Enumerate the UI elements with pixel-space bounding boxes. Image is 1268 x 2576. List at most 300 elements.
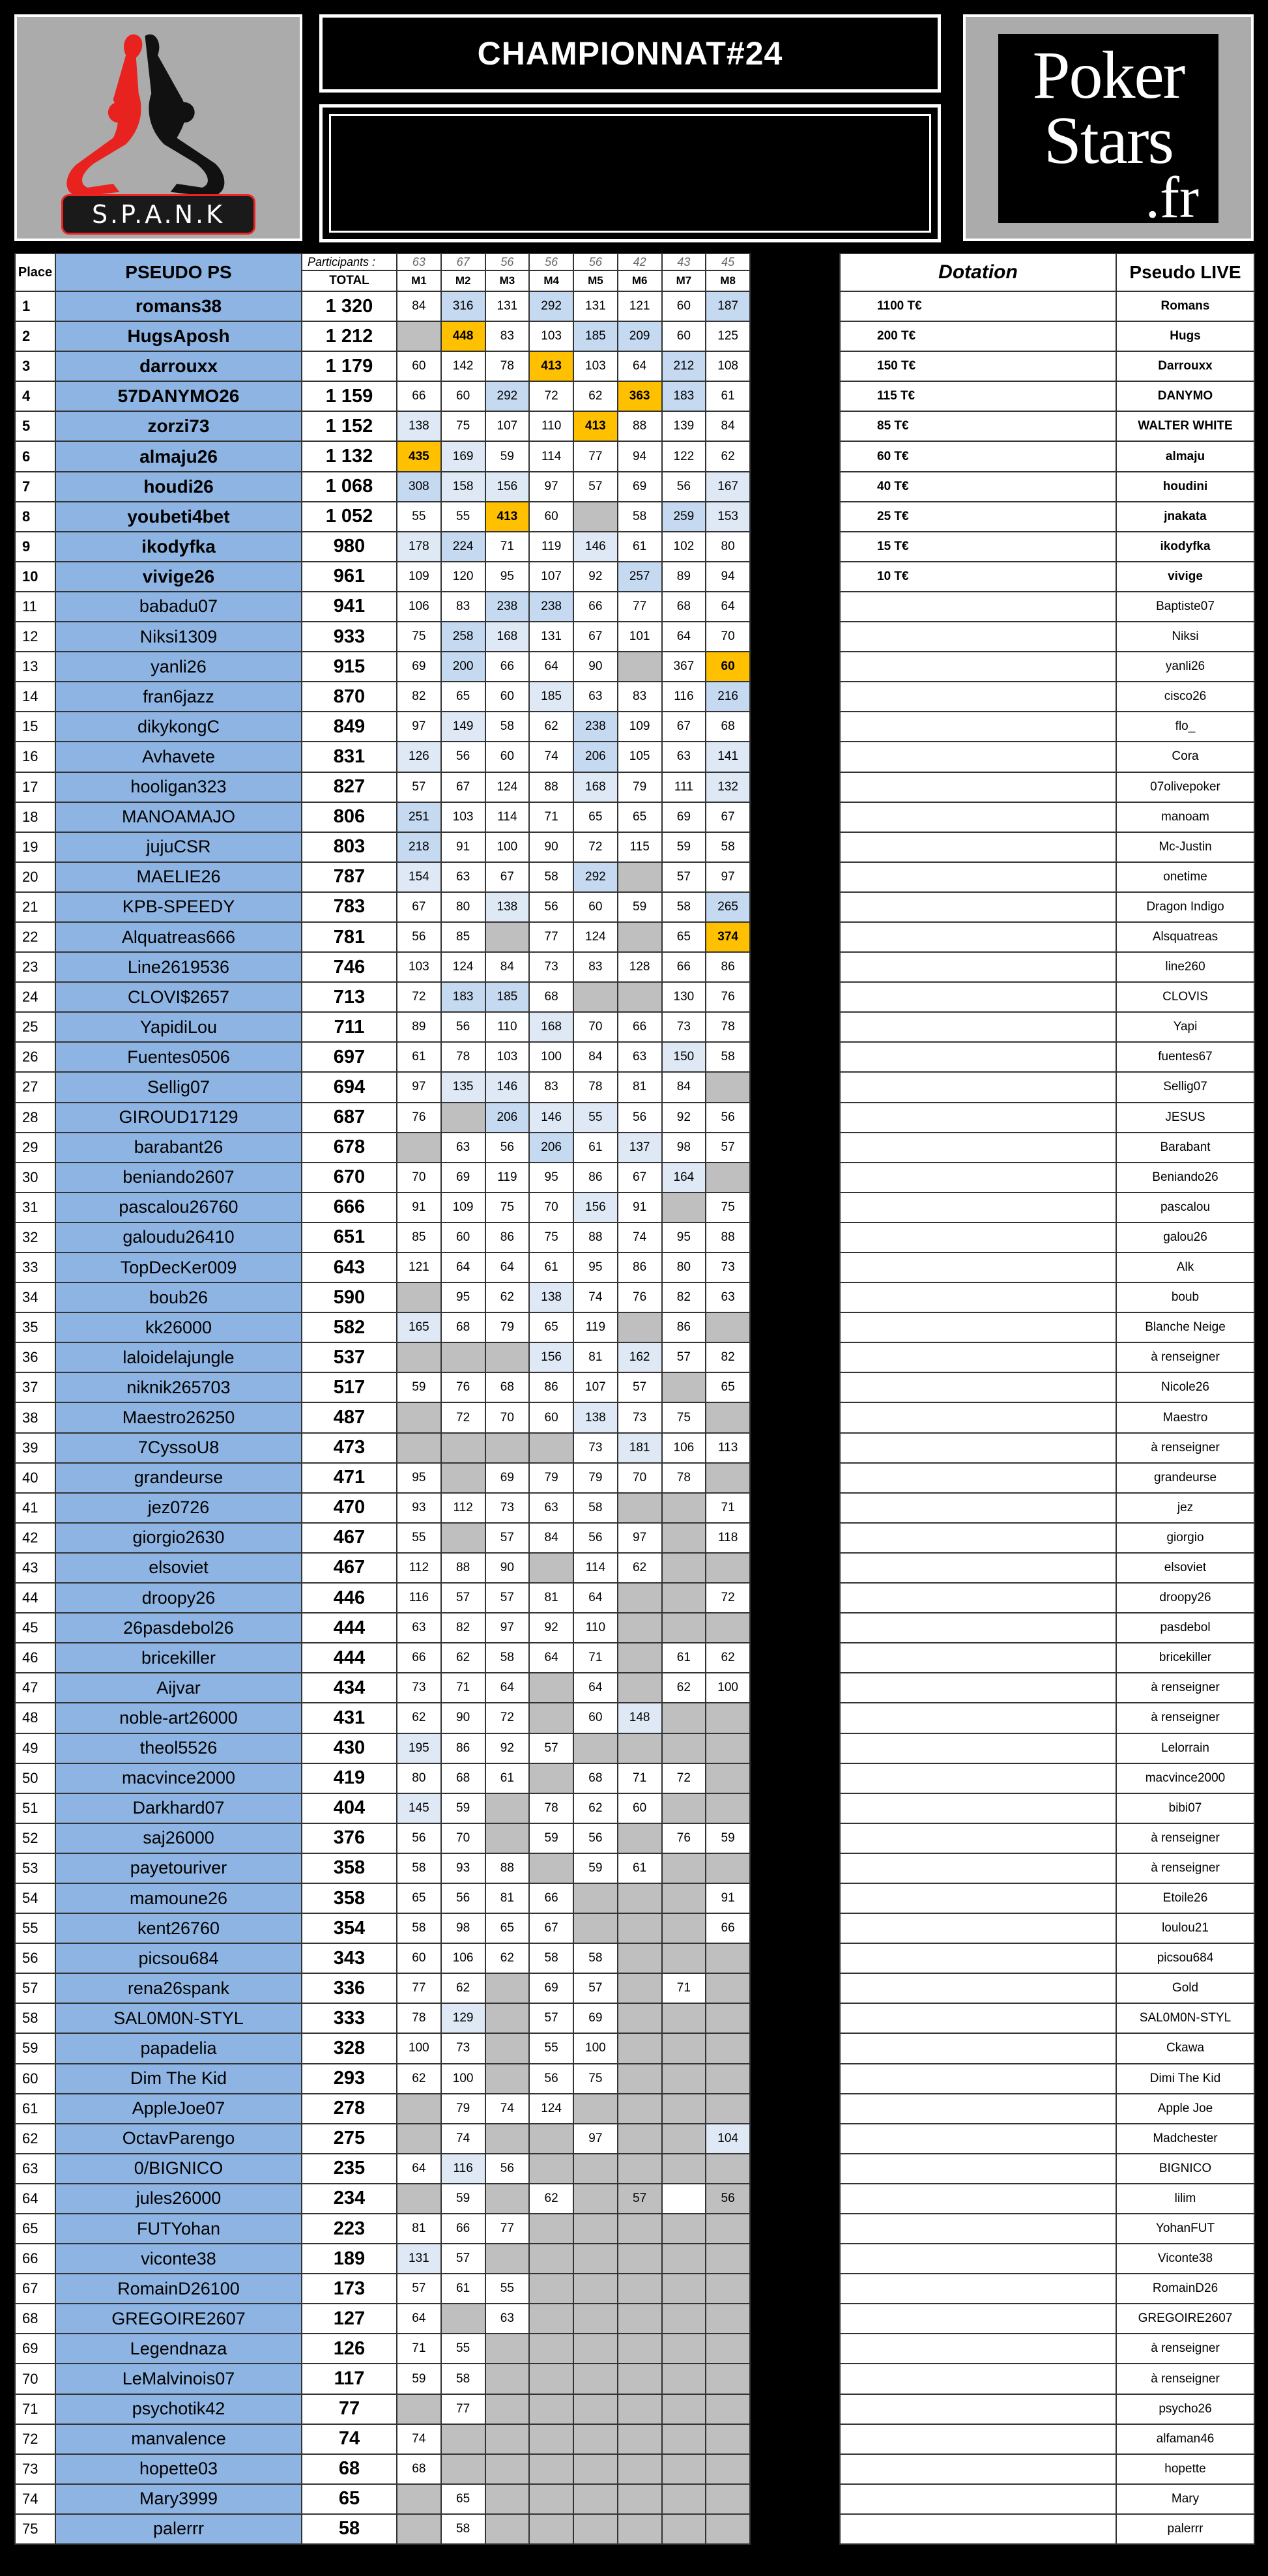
place-cell: 38 [15, 1402, 55, 1432]
total-cell: 444 [302, 1613, 397, 1643]
table-row [840, 2094, 1254, 2124]
place-cell: 14 [15, 682, 55, 712]
total-cell: 446 [302, 1583, 397, 1613]
month-score-cell [618, 2394, 662, 2424]
month-score-cell [618, 1643, 662, 1673]
month-score-cell [618, 2124, 662, 2154]
month-score-cell: 122 [662, 441, 706, 471]
table-row [840, 2124, 1254, 2154]
pseudo-live-cell: lilim [1116, 2184, 1254, 2214]
total-cell: 467 [302, 1523, 397, 1553]
month-score-cell: 185 [529, 682, 573, 712]
table-row [15, 2214, 750, 2244]
month-score-cell: 138 [485, 892, 530, 922]
month-score-cell [618, 1583, 662, 1613]
month-score-cell: 112 [397, 1553, 441, 1583]
table-row [840, 1072, 1254, 1102]
month-score-cell: 75 [529, 1223, 573, 1252]
table-row [840, 1133, 1254, 1163]
month-score-cell [618, 2454, 662, 2484]
month-score-cell: 56 [397, 922, 441, 952]
month-score-cell: 116 [397, 1583, 441, 1613]
header-month: M2 [441, 270, 485, 291]
place-cell: 46 [15, 1643, 55, 1673]
month-score-cell: 70 [618, 1463, 662, 1493]
table-row [840, 2003, 1254, 2033]
month-score-cell: 121 [618, 291, 662, 321]
table-row [15, 1523, 750, 1553]
pseudo-cell: rena26spank [55, 1973, 302, 2003]
place-cell: 17 [15, 772, 55, 802]
dotation-cell [840, 1042, 1116, 1072]
month-score-cell: 86 [618, 1252, 662, 1282]
place-cell: 23 [15, 952, 55, 982]
place-cell: 58 [15, 2003, 55, 2033]
total-cell: 687 [302, 1103, 397, 1133]
month-score-cell [706, 1943, 750, 1973]
month-score-cell [485, 2454, 530, 2484]
pseudo-live-cell: pasdebol [1116, 1613, 1254, 1643]
month-score-cell: 59 [573, 1853, 618, 1883]
month-score-cell: 65 [529, 1312, 573, 1342]
pseudo-live-cell: vivige [1116, 562, 1254, 592]
month-score-cell [485, 1823, 530, 1853]
dotation-cell [840, 772, 1116, 802]
month-score-cell: 156 [485, 472, 530, 502]
total-cell: 487 [302, 1402, 397, 1432]
month-score-cell: 107 [485, 411, 530, 441]
table-row [840, 1402, 1254, 1432]
table-row [15, 1553, 750, 1583]
month-score-cell: 128 [618, 952, 662, 982]
table-row [15, 1342, 750, 1372]
table-row [840, 1913, 1254, 1943]
month-score-cell: 57 [618, 2184, 662, 2214]
month-score-cell: 165 [397, 1312, 441, 1342]
pseudo-cell: droopy26 [55, 1583, 302, 1613]
pseudo-cell: 26pasdebol26 [55, 1613, 302, 1643]
month-score-cell [529, 2424, 573, 2454]
month-score-cell: 125 [706, 321, 750, 351]
month-score-cell [662, 1613, 706, 1643]
month-score-cell: 63 [441, 862, 485, 892]
month-score-cell: 71 [397, 2334, 441, 2364]
pseudo-live-cell: Baptiste07 [1116, 592, 1254, 622]
month-score-cell: 413 [573, 411, 618, 441]
month-score-cell: 65 [441, 2484, 485, 2514]
month-score-cell: 75 [397, 622, 441, 652]
month-score-cell: 59 [441, 2184, 485, 2214]
pseudo-cell: almaju26 [55, 441, 302, 471]
month-score-cell: 139 [662, 411, 706, 441]
month-score-cell: 57 [573, 1973, 618, 2003]
place-cell: 66 [15, 2244, 55, 2274]
month-score-cell [485, 2184, 530, 2214]
pseudo-cell: Maestro26250 [55, 1402, 302, 1432]
month-score-cell: 162 [618, 1342, 662, 1372]
table-row [840, 2064, 1254, 2094]
month-score-cell: 63 [618, 1042, 662, 1072]
table-row [15, 1613, 750, 1643]
month-score-cell: 142 [441, 351, 485, 381]
month-score-cell: 62 [662, 1673, 706, 1703]
table-row [840, 982, 1254, 1012]
month-score-cell: 83 [441, 592, 485, 622]
month-score-cell: 62 [485, 1282, 530, 1312]
dotation-cell [840, 2484, 1116, 2514]
total-cell: 189 [302, 2244, 397, 2274]
month-score-cell: 79 [618, 772, 662, 802]
place-cell: 59 [15, 2033, 55, 2063]
place-cell: 72 [15, 2424, 55, 2454]
month-score-cell: 84 [706, 411, 750, 441]
pseudo-live-cell: cisco26 [1116, 682, 1254, 712]
table-row [15, 682, 750, 712]
month-score-cell [618, 2214, 662, 2244]
month-score-cell: 70 [397, 1163, 441, 1193]
month-score-cell: 56 [706, 1103, 750, 1133]
month-score-cell: 58 [397, 1853, 441, 1883]
month-score-cell: 56 [441, 742, 485, 772]
month-score-cell [618, 2364, 662, 2394]
month-score-cell [618, 2514, 662, 2544]
pseudo-live-cell: GREGOIRE2607 [1116, 2304, 1254, 2334]
month-score-cell: 292 [573, 862, 618, 892]
month-score-cell: 58 [706, 1042, 750, 1072]
month-score-cell: 73 [662, 1012, 706, 1042]
total-cell: 376 [302, 1823, 397, 1853]
month-score-cell: 94 [618, 441, 662, 471]
month-score-cell [706, 2274, 750, 2304]
place-cell: 43 [15, 1553, 55, 1583]
pseudo-live-cell: jnakata [1116, 502, 1254, 532]
month-score-cell: 56 [706, 2184, 750, 2214]
table-row [15, 1072, 750, 1102]
table-row [15, 1103, 750, 1133]
table-row [840, 2394, 1254, 2424]
month-score-cell: 71 [529, 802, 573, 832]
table-row [840, 2244, 1254, 2274]
month-score-cell: 68 [573, 1763, 618, 1793]
table-row [15, 802, 750, 832]
pseudo-cell: jez0726 [55, 1493, 302, 1523]
pseudo-cell: payetouriver [55, 1853, 302, 1883]
month-score-cell: 238 [529, 592, 573, 622]
dotation-cell [840, 2304, 1116, 2334]
month-score-cell [662, 1913, 706, 1943]
pseudo-live-cell: bibi07 [1116, 1793, 1254, 1823]
pseudo-cell: 57DANYMO26 [55, 381, 302, 411]
pseudo-live-cell: elsoviet [1116, 1553, 1254, 1583]
month-score-cell: 86 [529, 1372, 573, 1402]
dotation-cell [840, 952, 1116, 982]
month-score-cell: 86 [573, 1163, 618, 1193]
dotation-cell [840, 1613, 1116, 1643]
dotation-cell [840, 2394, 1116, 2424]
month-score-cell [397, 2184, 441, 2214]
place-cell: 16 [15, 742, 55, 772]
month-score-cell: 88 [485, 1853, 530, 1883]
dotation-cell: 15 T€ [840, 532, 1116, 562]
month-score-cell [706, 2334, 750, 2364]
month-score-cell [573, 2094, 618, 2124]
pseudo-cell: pascalou26760 [55, 1193, 302, 1223]
place-cell: 33 [15, 1252, 55, 1282]
month-score-cell [441, 2304, 485, 2334]
month-score-cell: 95 [573, 1252, 618, 1282]
month-score-cell: 66 [397, 1643, 441, 1673]
month-score-cell: 72 [662, 1763, 706, 1793]
table-row [840, 1703, 1254, 1733]
pokerstars-logo [963, 14, 1254, 241]
month-score-cell: 218 [397, 832, 441, 862]
table-row [15, 562, 750, 592]
month-score-cell: 78 [662, 1463, 706, 1493]
table-row [15, 1943, 750, 1973]
place-cell: 39 [15, 1433, 55, 1463]
month-score-cell: 85 [397, 1223, 441, 1252]
table-row [840, 862, 1254, 892]
month-score-cell: 93 [397, 1493, 441, 1523]
month-score-cell: 76 [397, 1103, 441, 1133]
month-score-cell [706, 2364, 750, 2394]
month-score-cell: 118 [706, 1523, 750, 1553]
month-score-cell [573, 1883, 618, 1913]
table-row [840, 802, 1254, 832]
month-score-cell [662, 2334, 706, 2364]
place-cell: 6 [15, 441, 55, 471]
pseudo-cell: KPB-SPEEDY [55, 892, 302, 922]
month-score-cell: 265 [706, 892, 750, 922]
pseudo-live-cell: à renseigner [1116, 1703, 1254, 1733]
month-score-cell [662, 1193, 706, 1223]
pseudo-live-cell: Niksi [1116, 622, 1254, 652]
pseudo-live-cell: yanli26 [1116, 652, 1254, 682]
pseudo-live-cell: hopette [1116, 2454, 1254, 2484]
month-score-cell: 68 [485, 1372, 530, 1402]
pseudo-live-cell: picsou684 [1116, 1943, 1254, 1973]
pseudo-live-cell: DANYMO [1116, 381, 1254, 411]
month-score-cell: 100 [706, 1673, 750, 1703]
total-cell: 127 [302, 2304, 397, 2334]
place-cell: 68 [15, 2304, 55, 2334]
pseudo-cell: GREGOIRE2607 [55, 2304, 302, 2334]
pokerstars-logo-line1: Poker [1032, 38, 1185, 113]
month-score-cell: 169 [441, 441, 485, 471]
place-cell: 21 [15, 892, 55, 922]
month-score-cell [397, 2094, 441, 2124]
total-cell: 74 [302, 2424, 397, 2454]
table-row [840, 682, 1254, 712]
place-cell: 30 [15, 1163, 55, 1193]
month-score-cell [573, 2484, 618, 2514]
month-score-cell: 66 [441, 2214, 485, 2244]
table-row [840, 2484, 1254, 2514]
month-score-cell: 69 [529, 1973, 573, 2003]
table-row [840, 1282, 1254, 1312]
month-score-cell [573, 982, 618, 1012]
month-score-cell: 70 [485, 1402, 530, 1432]
month-score-cell [618, 2003, 662, 2033]
month-score-cell: 67 [485, 862, 530, 892]
month-score-cell: 78 [441, 1042, 485, 1072]
month-score-cell: 73 [441, 2033, 485, 2063]
table-row [15, 1012, 750, 1042]
month-score-cell: 107 [573, 1372, 618, 1402]
month-score-cell: 103 [397, 952, 441, 982]
total-cell: 666 [302, 1193, 397, 1223]
place-cell: 40 [15, 1463, 55, 1493]
month-score-cell: 187 [706, 291, 750, 321]
month-score-cell [662, 1372, 706, 1402]
month-score-cell [529, 2394, 573, 2424]
pseudo-cell: jules26000 [55, 2184, 302, 2214]
pseudo-live-cell: almaju [1116, 441, 1254, 471]
dotation-cell [840, 2094, 1116, 2124]
month-score-cell [485, 2244, 530, 2274]
pseudo-cell: boub26 [55, 1282, 302, 1312]
month-score-cell: 224 [441, 532, 485, 562]
month-score-cell: 65 [618, 802, 662, 832]
dotation-cell [840, 982, 1116, 1012]
pseudo-cell: yanli26 [55, 652, 302, 682]
pseudo-live-cell: Alk [1116, 1252, 1254, 1282]
pseudo-cell: MAELIE26 [55, 862, 302, 892]
month-score-cell: 259 [662, 502, 706, 532]
month-score-cell: 68 [441, 1312, 485, 1342]
month-score-cell [485, 2064, 530, 2094]
month-score-cell: 62 [441, 1973, 485, 2003]
pseudo-live-cell: Alsquatreas [1116, 922, 1254, 952]
dotation-cell [840, 1763, 1116, 1793]
month-score-cell: 65 [706, 1372, 750, 1402]
header-month: M1 [397, 270, 441, 291]
month-score-cell: 168 [485, 622, 530, 652]
month-score-cell: 71 [706, 1493, 750, 1523]
month-score-cell: 60 [618, 1793, 662, 1823]
pseudo-live-cell: Darrouxx [1116, 351, 1254, 381]
month-score-cell: 120 [441, 562, 485, 592]
total-cell: 1 179 [302, 351, 397, 381]
month-score-cell: 76 [618, 1282, 662, 1312]
month-score-cell [618, 1823, 662, 1853]
dotation-cell [840, 1193, 1116, 1223]
pseudo-cell: Avhavete [55, 742, 302, 772]
table-row [15, 2003, 750, 2033]
pseudo-cell: darrouxx [55, 351, 302, 381]
pseudo-cell: youbeti4bet [55, 502, 302, 532]
month-score-cell [662, 2364, 706, 2394]
month-score-cell: 83 [573, 952, 618, 982]
table-row [840, 1012, 1254, 1042]
total-cell: 234 [302, 2184, 397, 2214]
place-cell: 75 [15, 2514, 55, 2544]
pseudo-live-cell: Mc-Justin [1116, 832, 1254, 862]
month-score-cell [662, 2064, 706, 2094]
month-score-cell: 60 [706, 652, 750, 682]
month-score-cell: 97 [485, 1613, 530, 1643]
month-score-cell: 71 [441, 1673, 485, 1703]
month-score-cell: 71 [573, 1643, 618, 1673]
table-row [840, 532, 1254, 562]
month-score-cell: 62 [441, 1643, 485, 1673]
month-score-cell: 62 [529, 2184, 573, 2214]
place-cell: 13 [15, 652, 55, 682]
place-cell: 51 [15, 1793, 55, 1823]
place-cell: 48 [15, 1703, 55, 1733]
table-row [840, 1733, 1254, 1763]
month-score-cell: 206 [529, 1133, 573, 1163]
pseudo-cell: Line2619536 [55, 952, 302, 982]
month-score-cell: 64 [662, 622, 706, 652]
table-row [15, 1223, 750, 1252]
pseudo-cell: RomainD26100 [55, 2274, 302, 2304]
dotation-cell [840, 1913, 1116, 1943]
table-row [840, 1252, 1254, 1282]
table-row [15, 321, 750, 351]
month-score-cell [706, 1613, 750, 1643]
total-cell: 961 [302, 562, 397, 592]
pseudo-live-cell: à renseigner [1116, 1433, 1254, 1463]
participants-count: 45 [706, 253, 750, 270]
month-score-cell [573, 2244, 618, 2274]
month-score-cell [573, 1913, 618, 1943]
month-score-cell: 56 [397, 1823, 441, 1853]
month-score-cell: 62 [397, 1703, 441, 1733]
month-score-cell: 81 [485, 1883, 530, 1913]
pseudo-live-cell: boub [1116, 1282, 1254, 1312]
month-score-cell: 61 [573, 1133, 618, 1163]
total-cell: 783 [302, 892, 397, 922]
dotation-cell: 10 T€ [840, 562, 1116, 592]
prize-table [839, 253, 1255, 2545]
month-score-cell: 413 [529, 351, 573, 381]
month-score-cell: 88 [573, 1223, 618, 1252]
month-score-cell [529, 1703, 573, 1733]
month-score-cell [485, 922, 530, 952]
month-score-cell: 103 [573, 351, 618, 381]
month-score-cell [529, 2124, 573, 2154]
table-row [15, 1823, 750, 1853]
month-score-cell [662, 1883, 706, 1913]
month-score-cell: 92 [662, 1103, 706, 1133]
dotation-cell [840, 2364, 1116, 2394]
month-score-cell: 63 [397, 1613, 441, 1643]
month-score-cell: 79 [529, 1463, 573, 1493]
month-score-cell: 131 [529, 622, 573, 652]
month-score-cell: 137 [618, 1133, 662, 1163]
pseudo-cell: kk26000 [55, 1312, 302, 1342]
month-score-cell: 62 [529, 712, 573, 742]
total-cell: 173 [302, 2274, 397, 2304]
total-cell: 444 [302, 1643, 397, 1673]
month-score-cell: 62 [706, 441, 750, 471]
month-score-cell [618, 922, 662, 952]
pseudo-cell: Mary3999 [55, 2484, 302, 2514]
pseudo-live-cell: à renseigner [1116, 1853, 1254, 1883]
month-score-cell [706, 2214, 750, 2244]
month-score-cell: 105 [618, 742, 662, 772]
place-cell: 70 [15, 2364, 55, 2394]
dotation-cell [840, 2214, 1116, 2244]
month-score-cell: 64 [441, 1252, 485, 1282]
place-cell: 35 [15, 1312, 55, 1342]
month-score-cell: 90 [573, 652, 618, 682]
month-score-cell: 84 [397, 291, 441, 321]
month-score-cell [529, 1553, 573, 1583]
month-score-cell: 58 [662, 892, 706, 922]
total-cell: 781 [302, 922, 397, 952]
